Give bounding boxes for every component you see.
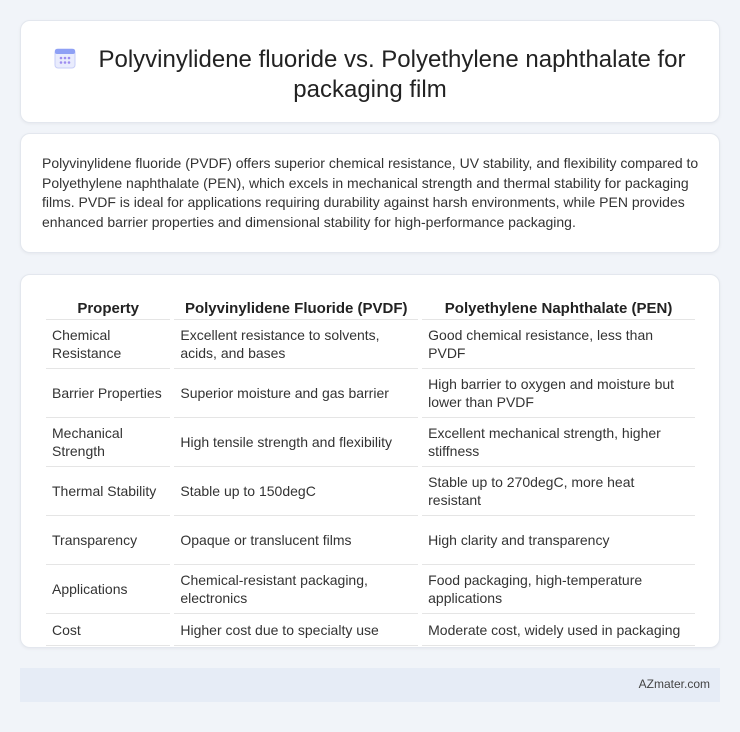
pvdf-cell: Excellent resistance to solvents, acids, and bases bbox=[174, 320, 418, 369]
table-row bbox=[46, 516, 695, 565]
pen-cell: High barrier to oxygen and moisture but lower than PVDF bbox=[422, 369, 695, 418]
pen-cell: Stable up to 270degC, more heat resistant bbox=[422, 467, 695, 516]
property-cell: Transparency bbox=[46, 516, 170, 565]
footer-bar bbox=[20, 668, 720, 702]
header-pvdf: Polyvinylidene Fluoride (PVDF) bbox=[174, 295, 418, 320]
calendar-grid-icon bbox=[54, 47, 76, 69]
pen-cell: High clarity and transparency bbox=[422, 516, 695, 565]
table-row bbox=[46, 418, 695, 467]
pen-cell: Excellent mechanical strength, higher stiffness bbox=[422, 418, 695, 467]
comparison-table bbox=[42, 295, 699, 646]
footer-brand: AZmater.com bbox=[638, 677, 710, 691]
pvdf-cell: High tensile strength and flexibility bbox=[174, 418, 418, 467]
header-property: Property bbox=[46, 295, 170, 320]
pen-cell: Food packaging, high-temperature applications bbox=[422, 565, 695, 614]
table-row bbox=[46, 614, 695, 646]
comparison-card bbox=[20, 274, 720, 648]
summary-card bbox=[20, 133, 720, 253]
pvdf-cell: Stable up to 150degC bbox=[174, 467, 418, 516]
property-cell: Thermal Stability bbox=[46, 467, 170, 516]
table-row bbox=[46, 565, 695, 614]
property-cell: Barrier Properties bbox=[46, 369, 170, 418]
property-cell: Applications bbox=[46, 565, 170, 614]
page-title: Polyvinylidene fluoride vs. Polyethylene naphthalate for packaging film bbox=[98, 46, 686, 103]
pvdf-cell: Superior moisture and gas barrier bbox=[174, 369, 418, 418]
summary-text: Polyvinylidene fluoride (PVDF) offers superior chemical resistance, UV stability, and flexibility compared to Polyethylene naphthalate (PEN), which excels in mechanical strength and thermal stability for packaging films. PVDF is ideal for applications requiring durability against harsh environments, while PEN provides enhanced barrier properties and dimensional stability for high-performance packaging. bbox=[42, 155, 699, 230]
table-header-row bbox=[46, 295, 695, 320]
pen-cell: Moderate cost, widely used in packaging bbox=[422, 614, 695, 646]
table-row bbox=[46, 320, 695, 369]
pvdf-cell: Opaque or translucent films bbox=[174, 516, 418, 565]
pen-cell: Good chemical resistance, less than PVDF bbox=[422, 320, 695, 369]
title-card bbox=[20, 20, 720, 123]
property-cell: Mechanical Strength bbox=[46, 418, 170, 467]
property-cell: Chemical Resistance bbox=[46, 320, 170, 369]
table-row bbox=[46, 369, 695, 418]
header-pen: Polyethylene Naphthalate (PEN) bbox=[422, 295, 695, 320]
property-cell: Cost bbox=[46, 614, 170, 646]
pvdf-cell: Higher cost due to specialty use bbox=[174, 614, 418, 646]
page-title-block bbox=[21, 45, 719, 105]
table-row bbox=[46, 467, 695, 516]
pvdf-cell: Chemical-resistant packaging, electronics bbox=[174, 565, 418, 614]
